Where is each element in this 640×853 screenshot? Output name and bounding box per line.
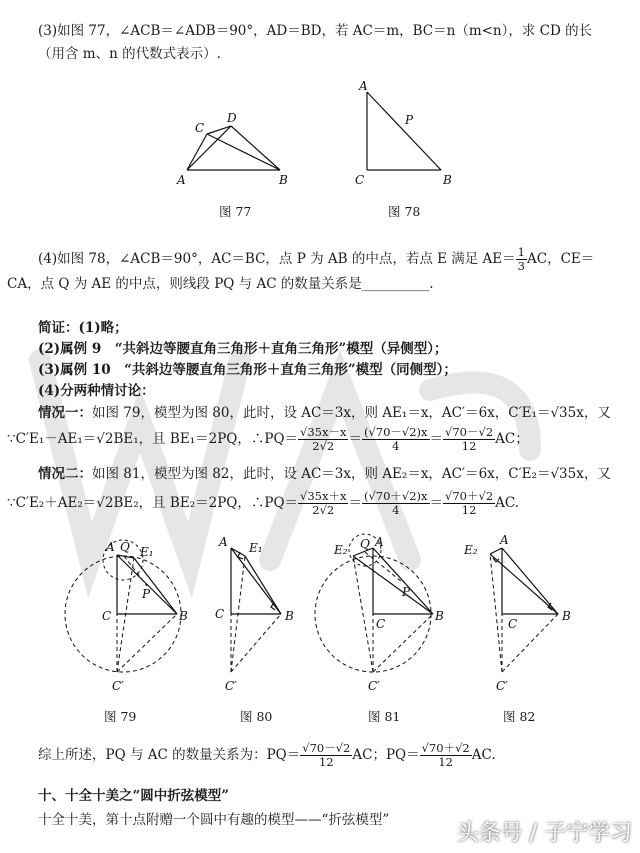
fig82-caption: 图 82 (503, 709, 536, 724)
figure-79 (60, 530, 200, 695)
solution-step-3: (3)属例 10 “共斜边等腰直角三角形＋直角三角形”模型（同侧型）； (38, 362, 457, 378)
fig80-label-Cprime: C′ (225, 679, 237, 693)
frac-den: 2√2 (312, 503, 335, 517)
fig79-caption: 图 79 (104, 709, 137, 724)
fig79-label-E1: E₁ (140, 545, 154, 559)
case-2-label: 情况二： (38, 466, 92, 482)
fig81-label-P: P (402, 585, 411, 599)
fig80-label-E1: E₁ (249, 541, 263, 555)
case-1-tail: AC； (495, 431, 529, 447)
summary-tail: AC. (471, 747, 496, 763)
problem-4-line1 (38, 246, 594, 273)
fraction-one-third (516, 246, 527, 273)
fig79-label-Q: Q (120, 540, 130, 554)
case-2-frac-2 (362, 490, 430, 517)
case-2-frac-3 (443, 490, 495, 517)
fig79-label-Cprime: C′ (112, 679, 124, 693)
case-2-text: 如图 81，模型为图 82，此时，设 AC＝3x，则 AE₂＝x，AC′＝6x，C′E₂＝√35x，又 (92, 466, 611, 482)
fig81-caption: 图 81 (368, 709, 401, 724)
fig82-label-A: A (500, 533, 509, 547)
figure-77 (175, 108, 295, 188)
figure-80 (205, 530, 305, 695)
case-2-line2: ∵C′E₂＋AE₂＝√2BE₂，且 BE₂＝2PQ，∴PQ＝ $\frac{√35x+x}{2√2}$ ＝ $\frac{(√70+√2)x}{4}$ ＝ $\frac{√70+√2}{12}$ AC. (7, 489, 520, 517)
frac-num: √35x－x (300, 425, 347, 439)
fig77-label-D: D (227, 111, 237, 125)
fig80-caption: 图 80 (240, 709, 273, 724)
frac-num: √70＋√2 (445, 489, 494, 503)
fig78-label-C: C (355, 173, 365, 187)
fig77-label-A: A (177, 173, 186, 187)
fig80-label-A: A (219, 535, 228, 549)
case-1-text: 如图 79，模型为图 80，此时，设 AC＝3x，则 AE₁＝x，AC′＝6x，C′E₁＝√35x，又 (92, 405, 611, 421)
figure-78 (345, 78, 465, 188)
fig82-label-B: B (562, 609, 571, 623)
frac-den: 4 (392, 439, 400, 453)
fig82-label-Cprime: C′ (496, 679, 508, 693)
fig80-label-C: C (215, 607, 225, 621)
section-10-intro: 十全十美，第十点附赠一个圆中有趣的模型——“折弦模型” (38, 812, 390, 828)
footer-watermark: 头条号 / 子宁学习 (456, 821, 632, 846)
frac-num: √70＋√2 (421, 741, 470, 755)
problem-3-line2: （用含 m、n 的代数式表示）. (38, 46, 221, 62)
case-2-line1 (38, 465, 611, 483)
frac-num: 1 (517, 245, 525, 259)
case-1-frac-3 (443, 426, 495, 453)
fig81-label-C: C (376, 617, 386, 631)
case-1-frac-2 (362, 426, 430, 453)
frac-num: (√70－√2)x (363, 425, 428, 439)
fig78-caption: 图 78 (388, 204, 421, 219)
solution-heading: 简证：(1)略； (38, 320, 128, 336)
fig78-label-A: A (359, 79, 368, 93)
solution-step-4: (4)分两种情讨论： (38, 383, 155, 399)
fig81-label-Cprime: C′ (368, 679, 380, 693)
problem-4-line1-b: AC，CE＝ (527, 251, 595, 267)
fig79-label-P: P (142, 587, 151, 601)
summary-frac-2 (420, 742, 472, 769)
fig79-label-A: A (106, 540, 115, 554)
fig80-label-B: B (285, 609, 294, 623)
fig77-label-C: C (195, 121, 205, 135)
summary-mid: AC；PQ＝ (352, 747, 420, 763)
fig81-label-A: A (375, 535, 384, 549)
frac-num: √35x＋x (300, 489, 347, 503)
case-1-label: 情况一： (38, 405, 92, 421)
problem-4-line1-a: (4)如图 78，∠ACB＝90°，AC＝BC，点 P 为 AB 的中点，若点 E 满足 AE＝ (38, 251, 516, 267)
case-1-line1 (38, 404, 611, 422)
summary-text: 综上所述，PQ 与 AC 的数量关系为：PQ＝ (38, 747, 301, 763)
case-1-text2: ∵C′E₁－AE₁＝√2BE₁，且 BE₁＝2PQ，∴PQ＝ (7, 431, 299, 447)
case-2-text2: ∵C′E₂＋AE₂＝√2BE₂，且 BE₂＝2PQ，∴PQ＝ (7, 495, 299, 511)
frac-den: 12 (319, 755, 334, 769)
frac-num: (√70＋√2)x (363, 489, 428, 503)
frac-den: 12 (438, 755, 453, 769)
frac-den: 3 (517, 259, 525, 273)
frac-num: √70－√2 (445, 425, 494, 439)
frac-den: 4 (392, 503, 400, 517)
case-1-line2: ∵C′E₁－AE₁＝√2BE₁，且 BE₁＝2PQ，∴PQ＝ $\frac{√35x-x}{2√2}$ ＝ $\frac{(√70-√2)x}{4}$ ＝ $\frac{√70-√2}{12}$ AC； (7, 425, 529, 453)
fig81-label-Q: Q (360, 537, 370, 551)
summary-frac-1 (300, 742, 352, 769)
frac-den: 12 (461, 439, 477, 453)
solution-step-2: (2)属例 9 “共斜边等腰直角三角形＋直角三角形”模型（异侧型）； (38, 341, 448, 357)
figure-81 (310, 530, 450, 695)
fig79-label-C: C (102, 609, 112, 623)
fig81-label-B: B (435, 609, 444, 623)
section-10-heading: 十、十全十美之“圆中折弦模型” (38, 788, 230, 804)
fig78-label-P: P (405, 113, 414, 127)
summary-line (38, 742, 496, 769)
problem-4-line2: CA，点 Q 为 AE 的中点，则线段 PQ 与 AC 的数量关系是__________. (7, 276, 434, 292)
fig82-label-C: C (508, 617, 518, 631)
fig77-caption: 图 77 (219, 204, 252, 219)
fig78-label-B: B (443, 173, 452, 187)
figure-82 (460, 530, 580, 695)
fig79-label-B: B (179, 609, 188, 623)
problem-3-line1: (3)如图 77，∠ACB＝∠ADB＝90°，AD＝BD，若 AC＝m，BC＝n（m<n），求 CD 的长 (38, 23, 593, 39)
case-2-tail: AC. (495, 495, 520, 511)
case-1-frac-1 (298, 426, 348, 453)
frac-num: √70－√2 (302, 741, 351, 755)
case-2-frac-1 (298, 490, 348, 517)
fig82-label-E2: E₂ (464, 543, 478, 557)
fig81-label-E2: E₂ (334, 543, 348, 557)
frac-den: 12 (461, 503, 477, 517)
frac-den: 2√2 (312, 439, 335, 453)
fig77-label-B: B (279, 173, 288, 187)
